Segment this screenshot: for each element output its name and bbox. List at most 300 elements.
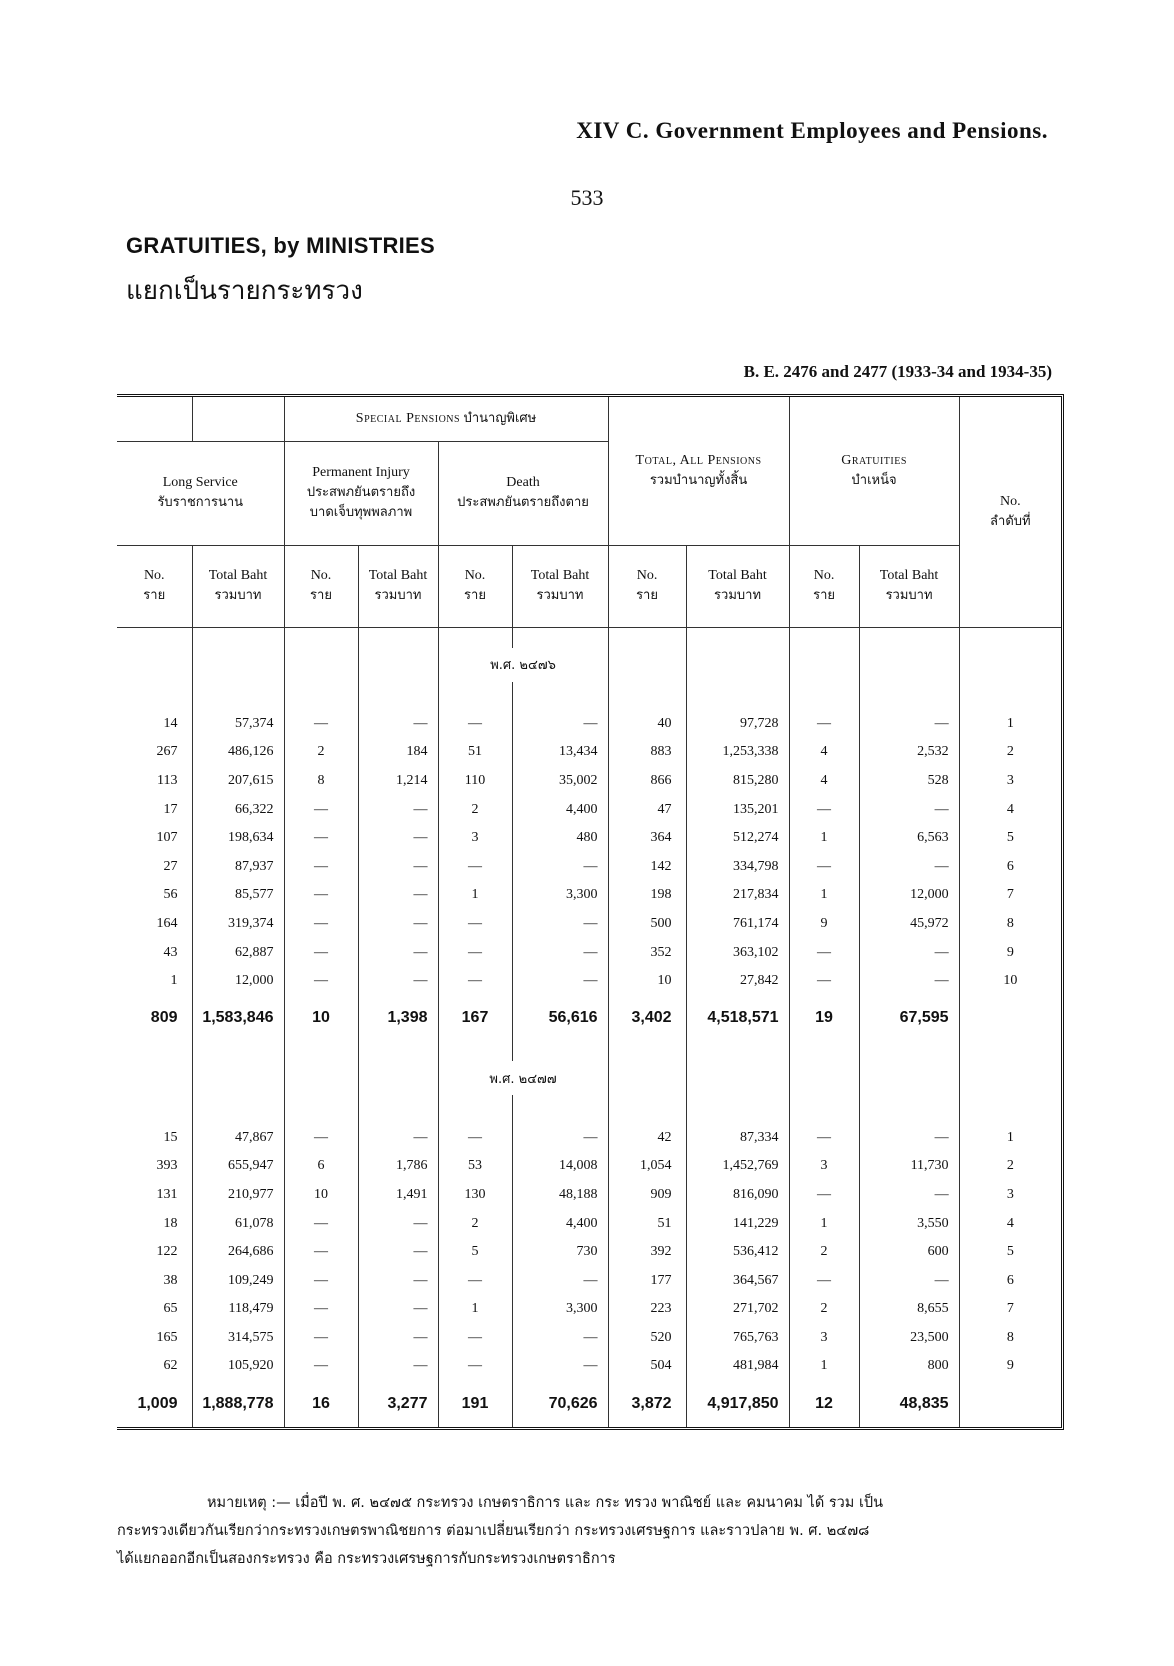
gratuities-baht-cell: —	[859, 967, 959, 996]
total-baht-cell: 1,452,769	[686, 1152, 789, 1181]
death-baht-cell: 35,002	[512, 767, 608, 796]
death-baht-cell: —	[512, 967, 608, 996]
order-no-cell: 6	[1006, 858, 1014, 874]
column-label-th: ราย	[310, 588, 332, 603]
gratuities-baht-cell: 48,835	[859, 1381, 959, 1427]
long-service-baht-cell: 66,322	[192, 795, 284, 824]
long-service-header	[117, 441, 284, 545]
injury-baht-cell	[358, 1041, 438, 1061]
long-service-no-cell: 17	[117, 795, 192, 824]
death-baht-cell: 3,300	[512, 881, 608, 910]
injury-no-cell	[284, 627, 358, 648]
order-no-cell: 3	[1006, 772, 1014, 788]
injury-no-cell: —	[284, 938, 358, 967]
gratuities-label: Gratuities	[841, 452, 907, 468]
death-no-cell: —	[438, 938, 512, 967]
injury-baht-cell: —	[358, 1238, 438, 1267]
death-no-cell: 3	[438, 824, 512, 853]
injury-baht-cell: —	[358, 1352, 438, 1381]
gratuities-no-header	[789, 545, 859, 627]
column-label: No.	[636, 568, 658, 583]
gratuities-no-cell: 2	[789, 1238, 859, 1267]
long-service-no-cell: 1,009	[117, 1381, 192, 1427]
death-baht-cell: 4,400	[512, 795, 608, 824]
permanent-injury-header	[284, 441, 438, 545]
total-baht-cell: 27,842	[686, 967, 789, 996]
death-no-cell	[438, 1095, 512, 1123]
column-label-th: รวมบาท	[374, 588, 422, 603]
death-baht-cell: —	[512, 1324, 608, 1353]
total-baht-cell	[686, 1095, 789, 1123]
long-service-no-cell: 15	[117, 1123, 192, 1152]
gratuities-no-cell: 2	[789, 1295, 859, 1324]
death-no-cell: 2	[438, 795, 512, 824]
running-head: XIV C. Government Employees and Pensions.	[576, 118, 1048, 143]
death-baht-cell: —	[512, 910, 608, 939]
order-number-label-th: ลำดับที่	[990, 513, 1031, 529]
injury-baht-cell	[358, 682, 438, 710]
total-no-cell: 177	[608, 1266, 686, 1295]
table-row	[117, 1266, 1061, 1295]
long-service-baht-cell: 207,615	[192, 767, 284, 796]
order-no-cell	[959, 1381, 1061, 1427]
death-no-cell: 1	[438, 1295, 512, 1324]
injury-no-cell: —	[284, 967, 358, 996]
gratuities-no-cell: —	[789, 795, 859, 824]
table-row	[117, 1238, 1061, 1267]
death-no-cell: 110	[438, 767, 512, 796]
death-no-header	[438, 545, 512, 627]
order-no-cell: 3	[1006, 1186, 1014, 1202]
death-no-cell: —	[438, 1324, 512, 1353]
total-no-cell: 352	[608, 938, 686, 967]
death-baht-cell: 56,616	[512, 995, 608, 1041]
injury-baht-cell: —	[358, 795, 438, 824]
death-baht-cell: 13,434	[512, 738, 608, 767]
gratuities-no-cell	[789, 1061, 859, 1095]
gratuities-baht-cell: 11,730	[859, 1152, 959, 1181]
total-no-cell: 3,872	[608, 1381, 686, 1427]
table-row	[117, 627, 1061, 648]
column-label: No.	[813, 568, 835, 583]
special-pensions-label: Special Pensions	[355, 410, 461, 426]
death-no-cell: —	[438, 967, 512, 996]
column-label-th: ราย	[143, 588, 166, 603]
gratuities-baht-cell	[859, 1061, 959, 1095]
gratuities-baht-cell: 2,532	[859, 738, 959, 767]
long-service-no-cell: 122	[117, 1238, 192, 1267]
gratuities-baht-cell: —	[859, 710, 959, 739]
long-service-baht-cell	[192, 627, 284, 648]
long-service-total-baht-header	[192, 545, 284, 627]
title-thai: แยกเป็นรายกระทรวง	[126, 276, 363, 306]
gratuities-baht-cell: 23,500	[859, 1324, 959, 1353]
table-row	[117, 1352, 1061, 1381]
death-no-cell	[438, 1041, 512, 1061]
column-label-th: รวมบาท	[885, 588, 933, 603]
long-service-baht-cell: 210,977	[192, 1181, 284, 1210]
total-no-cell: 142	[608, 852, 686, 881]
injury-no-cell: 8	[284, 767, 358, 796]
table-row	[117, 682, 1061, 710]
injury-no-cell: —	[284, 910, 358, 939]
blank-header-cell	[192, 397, 284, 441]
column-label-th: รวมบาท	[714, 588, 762, 603]
death-no-cell: 53	[438, 1152, 512, 1181]
long-service-baht-cell: 105,920	[192, 1352, 284, 1381]
order-no-cell	[959, 682, 1061, 710]
death-baht-cell: 4,400	[512, 1209, 608, 1238]
gratuities-no-cell: 3	[789, 1324, 859, 1353]
gratuities-table	[117, 394, 1064, 1430]
order-no-cell: 10	[1003, 973, 1018, 989]
long-service-baht-cell: 655,947	[192, 1152, 284, 1181]
gratuities-baht-cell: 45,972	[859, 910, 959, 939]
gratuities-baht-cell: 3,550	[859, 1209, 959, 1238]
total-no-cell: 3,402	[608, 995, 686, 1041]
long-service-baht-cell	[192, 1061, 284, 1095]
injury-no-cell: 16	[284, 1381, 358, 1427]
gratuities-baht-cell: —	[859, 938, 959, 967]
total-baht-cell: 363,102	[686, 938, 789, 967]
death-baht-cell: —	[512, 1123, 608, 1152]
order-number-label: No.	[1000, 493, 1021, 509]
page-number: 533	[570, 185, 604, 210]
gratuities-no-cell: —	[789, 938, 859, 967]
injury-baht-cell: —	[358, 967, 438, 996]
table-row	[117, 910, 1061, 939]
table-row	[117, 1381, 1061, 1427]
long-service-no-cell: 267	[117, 738, 192, 767]
death-no-cell: 2	[438, 1209, 512, 1238]
injury-baht-cell: 1,398	[358, 995, 438, 1041]
total-baht-cell	[686, 1061, 789, 1095]
death-baht-cell	[512, 627, 608, 648]
column-label-th: รวมบาท	[536, 588, 584, 603]
table-row	[117, 995, 1061, 1041]
gratuities-baht-cell: 6,563	[859, 824, 959, 853]
long-service-no-cell: 43	[117, 938, 192, 967]
order-no-cell: 1	[1006, 715, 1014, 731]
injury-baht-cell: —	[358, 824, 438, 853]
long-service-no-cell: 131	[117, 1181, 192, 1210]
long-service-baht-cell: 62,887	[192, 938, 284, 967]
gratuities-baht-cell: 528	[859, 767, 959, 796]
long-service-baht-cell: 1,888,778	[192, 1381, 284, 1427]
total-no-cell: 47	[608, 795, 686, 824]
gratuities-no-cell: 4	[789, 767, 859, 796]
long-service-no-cell: 62	[117, 1352, 192, 1381]
total-all-label-th: รวมบำนาญทั้งสิ้น	[649, 472, 748, 488]
table-row	[117, 1041, 1061, 1061]
year-label: พ.ศ. ๒๔๗๗	[438, 1061, 608, 1095]
death-no-cell: 51	[438, 738, 512, 767]
blank-header-cell	[117, 397, 192, 441]
death-baht-cell: —	[512, 938, 608, 967]
total-baht-cell: 334,798	[686, 852, 789, 881]
long-service-no-cell: 113	[117, 767, 192, 796]
total-no-cell: 909	[608, 1181, 686, 1210]
gratuities-no-cell: —	[789, 1123, 859, 1152]
special-pensions-label-th: บำนาญพิเศษ	[463, 410, 537, 426]
gratuities-no-cell	[789, 1095, 859, 1123]
order-no-cell	[959, 648, 1061, 682]
gratuities-no-cell	[789, 648, 859, 682]
total-baht-cell: 135,201	[686, 795, 789, 824]
total-no-cell	[608, 627, 686, 648]
injury-baht-cell: —	[358, 910, 438, 939]
total-baht-cell: 816,090	[686, 1181, 789, 1210]
gratuities-baht-cell: —	[859, 852, 959, 881]
death-label-th: ประสพภยันตรายถึงตาย	[457, 495, 589, 510]
order-no-cell: 5	[1006, 830, 1014, 846]
total-baht-cell: 97,728	[686, 710, 789, 739]
injury-baht-cell: —	[358, 1266, 438, 1295]
total-baht-cell: 87,334	[686, 1123, 789, 1152]
total-no-cell: 504	[608, 1352, 686, 1381]
total-baht-cell: 512,274	[686, 824, 789, 853]
long-service-baht-cell: 319,374	[192, 910, 284, 939]
death-baht-cell: 70,626	[512, 1381, 608, 1427]
gratuities-baht-cell: —	[859, 795, 959, 824]
death-baht-cell: 48,188	[512, 1181, 608, 1210]
gratuities-baht-cell	[859, 627, 959, 648]
long-service-baht-cell: 1,583,846	[192, 995, 284, 1041]
injury-baht-cell: 184	[358, 738, 438, 767]
injury-no-cell: —	[284, 1324, 358, 1353]
permanent-injury-no-header	[284, 545, 358, 627]
death-no-cell: —	[438, 1352, 512, 1381]
order-no-cell: 2	[1006, 1158, 1014, 1174]
death-no-cell: —	[438, 852, 512, 881]
year-label: พ.ศ. ๒๔๗๖	[438, 648, 608, 682]
gratuities-no-cell: —	[789, 710, 859, 739]
injury-no-cell: 10	[284, 1181, 358, 1210]
death-no-cell: —	[438, 1123, 512, 1152]
gratuities-baht-cell: —	[859, 1181, 959, 1210]
gratuities-no-cell: —	[789, 852, 859, 881]
long-service-baht-cell: 85,577	[192, 881, 284, 910]
footnote-line: ได้แยกออกอีกเป็นสองกระทรวง คือ กระทรวงเศรษฐการกับกระทรวงเกษตราธิการ	[117, 1551, 616, 1567]
injury-baht-cell: —	[358, 1295, 438, 1324]
injury-baht-cell: —	[358, 1324, 438, 1353]
column-label: Total Baht	[530, 568, 590, 583]
gratuities-no-cell: —	[789, 1181, 859, 1210]
injury-no-cell: —	[284, 1295, 358, 1324]
column-label: Total Baht	[708, 568, 767, 583]
injury-baht-cell: 1,214	[358, 767, 438, 796]
long-service-no-cell	[117, 627, 192, 648]
order-no-cell: 1	[1006, 1129, 1014, 1145]
table-row	[117, 1324, 1061, 1353]
table-row	[117, 1295, 1061, 1324]
gratuities-no-cell: —	[789, 967, 859, 996]
column-label-th: ราย	[464, 588, 486, 603]
gratuities-no-cell: 12	[789, 1381, 859, 1427]
table-row	[117, 710, 1061, 739]
gratuities-total-baht-header	[859, 545, 959, 627]
total-baht-cell: 4,917,850	[686, 1381, 789, 1427]
death-no-cell: 5	[438, 1238, 512, 1267]
injury-no-cell	[284, 1095, 358, 1123]
column-label: No.	[310, 568, 332, 583]
gratuities-baht-cell: 67,595	[859, 995, 959, 1041]
order-no-cell: 6	[1006, 1272, 1014, 1288]
table-row	[117, 938, 1061, 967]
injury-baht-cell	[358, 627, 438, 648]
long-service-no-cell: 27	[117, 852, 192, 881]
column-label-th: รวมบาท	[214, 588, 262, 603]
total-baht-cell: 765,763	[686, 1324, 789, 1353]
injury-baht-cell	[358, 648, 438, 682]
injury-baht-cell: 1,491	[358, 1181, 438, 1210]
death-baht-cell	[512, 1095, 608, 1123]
gratuities-baht-cell	[859, 1095, 959, 1123]
total-no-cell	[608, 1095, 686, 1123]
table-row	[117, 1061, 1061, 1095]
total-no-cell: 198	[608, 881, 686, 910]
special-pensions-header	[284, 397, 608, 441]
long-service-no-cell	[117, 1095, 192, 1123]
permanent-injury-label: Permanent Injury	[312, 465, 410, 480]
injury-no-cell	[284, 648, 358, 682]
table-row	[117, 1181, 1061, 1210]
title-english: GRATUITIES, by MINISTRIES	[126, 233, 436, 258]
total-no-cell: 883	[608, 738, 686, 767]
order-no-cell	[959, 1061, 1061, 1095]
gratuities-baht-cell	[859, 1041, 959, 1061]
injury-no-cell: —	[284, 1266, 358, 1295]
long-service-no-cell: 38	[117, 1266, 192, 1295]
long-service-baht-cell: 198,634	[192, 824, 284, 853]
long-service-baht-cell: 47,867	[192, 1123, 284, 1152]
death-baht-cell: —	[512, 710, 608, 739]
table-row	[117, 881, 1061, 910]
death-baht-cell: 480	[512, 824, 608, 853]
footnote-line: กระทรวงเดียวกันเรียกว่ากระทรวงเกษตรพาณิชยการ ต่อมาเปลี่ยนเรียกว่า กระทรวงเศรษฐการ และราวปลาย พ. ศ. ๒๔๗๘	[117, 1523, 870, 1539]
long-service-no-cell	[117, 1061, 192, 1095]
long-service-baht-cell	[192, 1041, 284, 1061]
order-no-cell: 4	[1006, 1215, 1014, 1231]
period-label: B. E. 2476 and 2477 (1933-34 and 1934-35)	[743, 362, 1052, 381]
table-row	[117, 1152, 1061, 1181]
gratuities-baht-cell	[859, 648, 959, 682]
total-baht-cell: 141,229	[686, 1209, 789, 1238]
death-no-cell: —	[438, 910, 512, 939]
injury-no-cell: —	[284, 1352, 358, 1381]
permanent-injury-label-th-2: บาดเจ็บทุพพลภาพ	[309, 505, 413, 520]
order-no-cell: 7	[1006, 887, 1014, 903]
gratuities-no-cell	[789, 682, 859, 710]
injury-no-cell: —	[284, 710, 358, 739]
gratuities-no-cell: 1	[789, 824, 859, 853]
column-label-th: ราย	[636, 588, 658, 603]
long-service-no-cell: 1	[117, 967, 192, 996]
death-baht-cell: —	[512, 852, 608, 881]
gratuities-baht-cell: 12,000	[859, 881, 959, 910]
total-no-cell: 500	[608, 910, 686, 939]
long-service-no-cell: 56	[117, 881, 192, 910]
table-row	[117, 648, 1061, 682]
gratuities-no-cell	[789, 1041, 859, 1061]
order-no-cell: 8	[1006, 1329, 1014, 1345]
table-row	[117, 795, 1061, 824]
column-label: Total Baht	[208, 568, 268, 583]
total-baht-cell: 217,834	[686, 881, 789, 910]
long-service-baht-cell: 118,479	[192, 1295, 284, 1324]
column-label: Total Baht	[368, 568, 428, 583]
gratuities-baht-cell: —	[859, 1266, 959, 1295]
column-label-th: ราย	[813, 588, 835, 603]
total-no-cell	[608, 1041, 686, 1061]
gratuities-header	[789, 397, 959, 545]
table-row	[117, 738, 1061, 767]
long-service-no-cell	[117, 648, 192, 682]
long-service-no-cell	[117, 1041, 192, 1061]
total-all-label: Total, All Pensions	[635, 452, 762, 468]
total-no-cell	[608, 1061, 686, 1095]
long-service-no-cell: 107	[117, 824, 192, 853]
long-service-no-cell: 18	[117, 1209, 192, 1238]
injury-no-cell	[284, 1041, 358, 1061]
column-label: No.	[464, 568, 486, 583]
long-service-no-cell: 165	[117, 1324, 192, 1353]
order-no-cell: 9	[1006, 1358, 1014, 1374]
footnote-line: หมายเหตุ :— เมื่อปี พ. ศ. ๒๔๗๕ กระทรวง เกษตราธิการ และ กระ ทรวง พาณิชย์ และ คมนาคม ได้ รวม เป็น	[207, 1495, 884, 1511]
injury-baht-cell: 1,786	[358, 1152, 438, 1181]
table-row	[117, 1095, 1061, 1123]
permanent-injury-total-baht-header	[358, 545, 438, 627]
death-baht-cell	[512, 1041, 608, 1061]
gratuities-label-th: บำเหน็จ	[851, 472, 897, 488]
column-label: No.	[143, 568, 165, 583]
long-service-baht-cell: 109,249	[192, 1266, 284, 1295]
total-no-cell: 51	[608, 1209, 686, 1238]
injury-no-cell: 6	[284, 1152, 358, 1181]
gratuities-baht-cell	[859, 682, 959, 710]
gratuities-no-cell	[789, 627, 859, 648]
total-no-cell: 520	[608, 1324, 686, 1353]
death-no-cell	[438, 627, 512, 648]
injury-no-cell: 2	[284, 738, 358, 767]
injury-no-cell: —	[284, 1123, 358, 1152]
death-baht-cell: 3,300	[512, 1295, 608, 1324]
death-baht-cell	[512, 682, 608, 710]
total-no-cell: 392	[608, 1238, 686, 1267]
order-no-cell: 9	[1006, 944, 1014, 960]
total-all-no-header	[608, 545, 686, 627]
total-no-cell: 10	[608, 967, 686, 996]
gratuities-baht-cell: —	[859, 1123, 959, 1152]
total-no-cell: 223	[608, 1295, 686, 1324]
long-service-baht-cell	[192, 1095, 284, 1123]
injury-no-cell: —	[284, 1209, 358, 1238]
gratuities-baht-cell: 8,655	[859, 1295, 959, 1324]
gratuities-baht-cell: 800	[859, 1352, 959, 1381]
long-service-no-cell: 809	[117, 995, 192, 1041]
total-no-cell	[608, 682, 686, 710]
table-row	[117, 767, 1061, 796]
long-service-baht-cell: 57,374	[192, 710, 284, 739]
total-baht-cell	[686, 627, 789, 648]
gratuities-no-cell: 9	[789, 910, 859, 939]
total-no-cell	[608, 648, 686, 682]
injury-no-cell	[284, 682, 358, 710]
total-baht-cell: 761,174	[686, 910, 789, 939]
total-baht-cell: 481,984	[686, 1352, 789, 1381]
death-no-cell: —	[438, 710, 512, 739]
long-service-baht-cell: 314,575	[192, 1324, 284, 1353]
